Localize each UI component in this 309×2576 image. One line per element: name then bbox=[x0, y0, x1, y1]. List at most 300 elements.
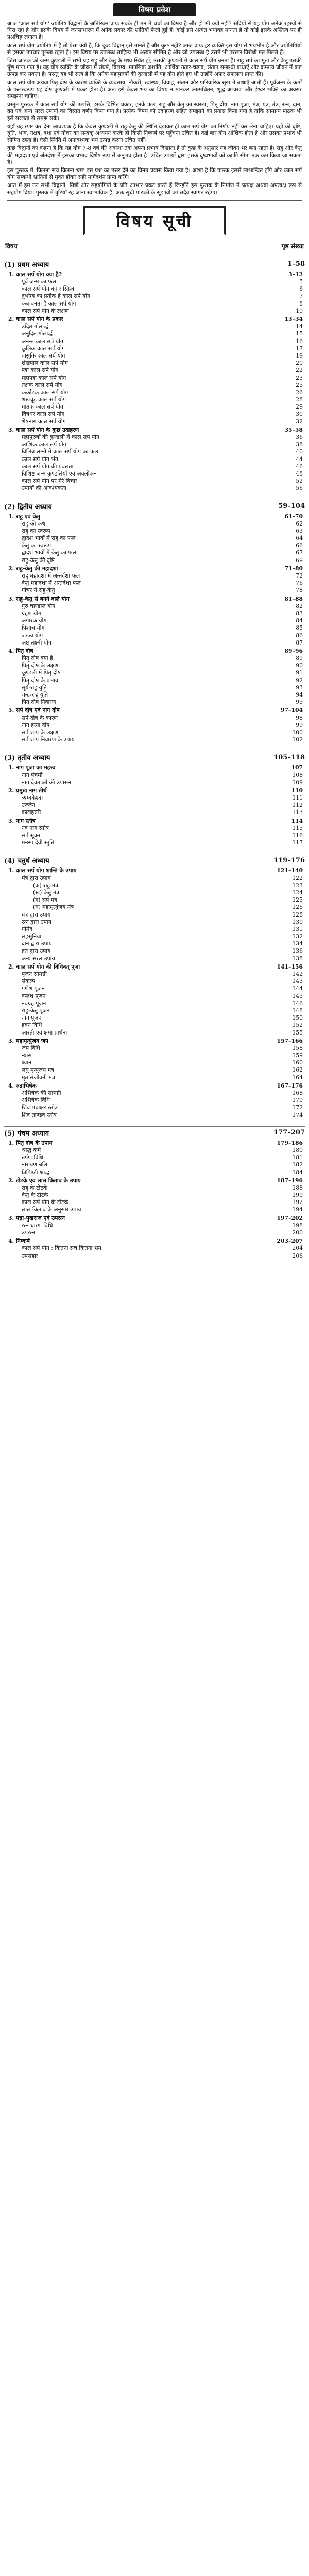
toc-entry-title: लघु मृत्युंजय मंत्र bbox=[22, 1066, 55, 1074]
toc-entry[interactable] bbox=[0, 520, 309, 528]
toc-entry[interactable] bbox=[0, 360, 309, 367]
toc-entry-title: 2. राहु-केतु की महादशा bbox=[8, 565, 58, 572]
toc-entry[interactable] bbox=[0, 624, 309, 632]
toc-entry-page: 83 bbox=[296, 609, 303, 617]
toc-entry-page: 22 bbox=[296, 367, 303, 374]
toc-entry[interactable] bbox=[0, 1147, 309, 1154]
toc-entry-title: पिशाच योग bbox=[22, 624, 45, 632]
toc-entry-title: सर्प सूक्त bbox=[22, 832, 41, 839]
toc-entry[interactable] bbox=[0, 639, 309, 647]
toc-entry[interactable] bbox=[0, 940, 309, 947]
toc-entry[interactable] bbox=[0, 1161, 309, 1168]
preface-paragraph: अन्त में हम उन सभी विद्वानों, मित्रों और सहयोगियों के प्रति आभार प्रकट करते हैं जिन्होंने इस पुस्तक के निर्माण में प्रत्यक्ष अथवा अप्रत्यक्ष रूप से सहयोग दिया। पुस्तक में त्रुटियाँ रह जाना स्वाभाविक है, अतः सुधी पाठकों के सुझावों का सदैव स्वागत रहेगा। bbox=[7, 182, 302, 196]
toc-entry-title: चन्द्र-राहु युति bbox=[22, 691, 48, 698]
toc-entry-title: उदित गोलार्द्ध bbox=[22, 323, 48, 330]
toc-entry-page: 85 bbox=[296, 624, 303, 632]
toc-entry[interactable] bbox=[0, 1000, 309, 1007]
toc-entry-page: 144 bbox=[292, 985, 303, 992]
toc-entry-title: यंत्र द्वारा उपाय bbox=[22, 911, 51, 918]
toc-entry-title: 2. प्रमुख नाग तीर्थ bbox=[8, 787, 47, 794]
toc-entry-title: श्राद्ध कर्म bbox=[22, 1146, 41, 1154]
toc-entry-title: 1. राहु एवं केतु bbox=[8, 513, 40, 520]
toc-entry-title: सर्प दोष के कारण bbox=[22, 714, 58, 721]
toc-entry-page: 25 bbox=[296, 381, 303, 388]
toc-section[interactable] bbox=[0, 1038, 309, 1045]
toc-entry[interactable] bbox=[0, 1112, 309, 1119]
toc-entry-page: 30 bbox=[296, 411, 303, 418]
toc-entry[interactable] bbox=[0, 1097, 309, 1104]
toc-entry-page: 19 bbox=[296, 352, 303, 359]
toc-entry-page: 113 bbox=[292, 809, 303, 816]
toc-entry[interactable] bbox=[0, 382, 309, 389]
toc-entry[interactable] bbox=[0, 655, 309, 662]
toc-entry[interactable] bbox=[0, 345, 309, 352]
toc-entry[interactable] bbox=[0, 330, 309, 337]
toc-entry-page: 15 bbox=[296, 330, 303, 337]
toc-entry-page: 87 bbox=[296, 639, 303, 646]
toc-entry-page: 164 bbox=[292, 1074, 303, 1081]
preface-paragraph: प्रस्तुत पुस्तक में काल सर्प योग की उत्पत्ति, इसके विभिन्न प्रकार, इनके फल, राहु और केतु का स्वरूप, पितृ दोष, नाग पूजा, मंत्र, यंत्र, तंत्र, रत्न, दान, व्रत एवं अन्य सरल उपायों का विस्तृत वर्णन किया गया है। प्रत्येक विषय को उदाहरण सहित समझाने का प्रयास किया गया है ताकि सामान्य पाठक भी इसे सरलता से समझ सकें। bbox=[7, 101, 302, 122]
toc-entry-page: 124 bbox=[292, 889, 303, 896]
chapter-title: (4) चतुर्थ अध्याय bbox=[4, 857, 49, 866]
toc-entry-title: कलश पूजन bbox=[22, 992, 46, 999]
toc-entry-page: 28 bbox=[296, 396, 303, 403]
toc-section[interactable] bbox=[0, 764, 309, 771]
toc-entry[interactable] bbox=[0, 375, 309, 382]
toc-section[interactable] bbox=[0, 707, 309, 714]
toc-entry-title: 4. रुद्राभिषेक bbox=[8, 1082, 37, 1089]
toc-entry-page: 72 bbox=[296, 572, 303, 579]
toc-entry[interactable] bbox=[0, 1252, 309, 1260]
toc-section[interactable] bbox=[0, 513, 309, 520]
toc-entry-page: 197–202 bbox=[277, 1214, 303, 1222]
chapter-pages: 119–176 bbox=[273, 856, 305, 865]
toc-entry-page: 116 bbox=[292, 832, 303, 839]
toc-entry[interactable] bbox=[0, 485, 309, 492]
toc-entry[interactable] bbox=[0, 1059, 309, 1066]
preface-paragraph: यहाँ यह स्पष्ट कर देना आवश्यक है कि केवल कुण्डली में राहु-केतु की स्थिति देखकर ही काल सर्प योग का निर्णय नहीं कर लेना चाहिए। ग्रहों की दृष्टि, युति, भाव, नक्षत्र, दशा एवं गोचर का सम्यक् अध्ययन करके ही किसी निष्कर्ष पर पहुँचना उचित है। कई बार योग आंशिक होता है और उसका प्रभाव भी सीमित रहता है। ऐसी स्थिति में अनावश्यक भय उत्पन्न करना उचित नहीं। bbox=[7, 123, 302, 144]
toc-column-headers bbox=[0, 242, 309, 250]
toc-entry[interactable] bbox=[0, 779, 309, 786]
toc-entry-title: (ख) केतु मंत्र bbox=[33, 889, 59, 896]
toc-entry-page: 162 bbox=[292, 1066, 303, 1074]
toc-entry-page: 44 bbox=[296, 455, 303, 463]
toc-entry-page: 69 bbox=[296, 556, 303, 564]
toc-entry-title: 1. काल सर्प योग क्या है? bbox=[8, 270, 62, 278]
preface-title: विषय प्रवेश bbox=[113, 3, 196, 16]
toc-entry[interactable] bbox=[0, 557, 309, 564]
toc-entry-page: 158 bbox=[292, 1044, 303, 1052]
toc-entry-title: पितृ दोष के लक्षण bbox=[22, 662, 59, 669]
toc-entry[interactable] bbox=[0, 662, 309, 669]
toc-entry-title: द्वादश भावों में राहु का फल bbox=[22, 535, 76, 542]
toc-section[interactable] bbox=[0, 963, 309, 971]
toc-entry-page: 117 bbox=[292, 839, 303, 846]
chapter-pages: 59–104 bbox=[278, 502, 305, 510]
toc-entry-page: 110 bbox=[291, 787, 303, 794]
toc-entry-title: काल सर्प योग का अस्तित्व bbox=[22, 285, 75, 293]
toc-entry-title: तक्षक काल सर्प योग bbox=[22, 381, 63, 388]
toc-entry-title: काल सर्प योग : कितना सच कितना भ्रम bbox=[22, 1245, 101, 1252]
toc-entry-page: 20 bbox=[296, 360, 303, 367]
toc-entry-page: 56 bbox=[296, 485, 303, 492]
toc-entry[interactable] bbox=[0, 1007, 309, 1014]
toc-section[interactable] bbox=[0, 1140, 309, 1147]
toc-entry[interactable] bbox=[0, 889, 309, 896]
chapter-heading[interactable] bbox=[4, 854, 305, 865]
toc-entry[interactable] bbox=[0, 478, 309, 485]
toc-entry-title: सूर्य-राहु युति bbox=[22, 684, 47, 691]
toc-entry-page: 16 bbox=[296, 337, 303, 345]
toc-entry-page: 203–207 bbox=[277, 1238, 303, 1245]
toc-entry[interactable] bbox=[0, 985, 309, 992]
toc-section[interactable] bbox=[0, 818, 309, 825]
toc-entry[interactable] bbox=[0, 1029, 309, 1037]
toc-entry-title: गणेश पूजन bbox=[22, 985, 45, 992]
toc-entry-page: 182 bbox=[292, 1161, 303, 1168]
toc-entry-title: घातक काल सर्प योग bbox=[22, 403, 63, 411]
toc-section[interactable] bbox=[0, 596, 309, 603]
toc-entry[interactable] bbox=[0, 293, 309, 300]
toc-entry-title: पद्म काल सर्प योग bbox=[22, 367, 59, 374]
toc-entry-title: सर्प शाप निवारण के उपाय bbox=[22, 736, 75, 743]
toc-entry-page: 190 bbox=[292, 1192, 303, 1199]
toc-entry-title: शिव ताण्डव स्तोत्र bbox=[22, 1111, 57, 1118]
toc-entry-page: 108 bbox=[292, 771, 303, 778]
toc-entry-page: 194 bbox=[292, 1206, 303, 1213]
toc-entry-title: राहु महादशा में अन्तर्दशा फल bbox=[22, 572, 80, 579]
toc-entry-page: 7 bbox=[299, 293, 303, 300]
toc-entry[interactable] bbox=[0, 802, 309, 809]
toc-entry-title: अन्य सरल उपाय bbox=[22, 955, 55, 962]
toc-entry-title: पितृ दोष क्या है bbox=[22, 655, 53, 662]
toc-entry[interactable] bbox=[0, 911, 309, 919]
toc-entry[interactable] bbox=[0, 338, 309, 345]
toc-entry[interactable] bbox=[0, 993, 309, 1000]
toc-entry-page: 192 bbox=[292, 1199, 303, 1206]
toc-entry[interactable] bbox=[0, 1206, 309, 1213]
toc-entry[interactable] bbox=[0, 1045, 309, 1052]
toc-entry[interactable] bbox=[0, 300, 309, 308]
toc-entry[interactable] bbox=[0, 971, 309, 978]
toc-entry[interactable] bbox=[0, 603, 309, 610]
toc-entry[interactable] bbox=[0, 617, 309, 624]
toc-entry-page: 131 bbox=[292, 925, 303, 933]
toc-entry[interactable] bbox=[0, 691, 309, 699]
toc-entry[interactable] bbox=[0, 1169, 309, 1176]
chapter-heading[interactable] bbox=[4, 1126, 305, 1138]
toc-entry-title: न्यास bbox=[22, 1052, 32, 1059]
toc-entry-page: 206 bbox=[292, 1252, 303, 1259]
toc-entry[interactable] bbox=[0, 1199, 309, 1206]
toc-entry-title: राहु का स्वरूप bbox=[22, 527, 50, 534]
toc-entry-page: 160 bbox=[292, 1059, 303, 1066]
preface-body bbox=[0, 21, 309, 196]
toc-entry-page: 93 bbox=[296, 684, 303, 691]
toc-entry[interactable] bbox=[0, 323, 309, 330]
toc-entry[interactable] bbox=[0, 396, 309, 403]
toc-entry-page: 115 bbox=[292, 824, 303, 832]
toc-entry[interactable] bbox=[0, 729, 309, 736]
toc-entry-title: विशिष्ट जन्म कुण्डलियाँ एवं अवलोकन bbox=[22, 470, 97, 477]
toc-entry[interactable] bbox=[0, 308, 309, 315]
toc-section[interactable] bbox=[0, 1215, 309, 1222]
toc-entry[interactable] bbox=[0, 875, 309, 882]
toc-section[interactable] bbox=[0, 867, 309, 874]
toc-entry-page: 40 bbox=[296, 448, 303, 455]
chapter-heading[interactable] bbox=[4, 751, 305, 762]
toc-entry-title: नाग पंचमी bbox=[22, 771, 43, 778]
toc-entry-title: तर्पण विधि bbox=[22, 1154, 43, 1161]
toc-entry[interactable] bbox=[0, 896, 309, 904]
toc-entry[interactable] bbox=[0, 418, 309, 426]
toc-section[interactable] bbox=[0, 316, 309, 323]
toc-entry[interactable] bbox=[0, 434, 309, 441]
toc-entry-page: 168 bbox=[292, 1090, 303, 1096]
toc-entry[interactable] bbox=[0, 587, 309, 594]
toc-entry[interactable] bbox=[0, 463, 309, 470]
toc-entry-page: 26 bbox=[296, 388, 303, 396]
toc-entry-page: 64 bbox=[296, 535, 303, 542]
toc-entry-page: 90 bbox=[296, 662, 303, 669]
toc-entry-page: 112 bbox=[292, 802, 303, 809]
chapter-heading[interactable] bbox=[4, 258, 305, 269]
toc-entry[interactable] bbox=[0, 441, 309, 448]
toc-entry[interactable] bbox=[0, 955, 309, 962]
toc-entry[interactable] bbox=[0, 839, 309, 846]
toc-entry-title: वासुकि काल सर्प योग bbox=[22, 352, 65, 359]
toc-entry-title: त्रिपिण्डी श्राद्ध bbox=[22, 1168, 49, 1176]
chapter-title: (2) द्वितीय अध्याय bbox=[4, 503, 52, 511]
toc-entry[interactable] bbox=[0, 736, 309, 743]
toc-entry-title: शिव पंचाक्षर स्तोत्र bbox=[22, 1104, 58, 1111]
toc-entry[interactable] bbox=[0, 722, 309, 729]
toc-entry[interactable] bbox=[0, 528, 309, 535]
toc-entry[interactable] bbox=[0, 1154, 309, 1161]
toc-entry-page: 5 bbox=[299, 278, 303, 285]
toc-entry-title: गोचर में राहु-केतु bbox=[22, 587, 55, 594]
preface-paragraph: जिस जातक की जन्म कुण्डली में सभी ग्रह राहु और केतु के मध्य स्थित हों, उसकी कुण्डली में काल सर्प योग बनता है। राहु सर्प का मुख और केतु उसकी पूँछ माना गया है। यह योग व्यक्ति के जीवन में संघर्ष, विलम्ब, मानसिक अशांति, आर्थिक उतार-चढ़ाव, संतान सम्बन्धी बाधाएँ और दाम्पत्य जीवन में कष्ट उत्पन्न कर सकता है। परन्तु यह भी सत्य है कि अनेक महापुरुषों की कुण्डली में यह योग होते हुए भी उन्होंने अपार सफलता प्राप्त की। bbox=[7, 58, 302, 78]
toc-entry[interactable] bbox=[0, 677, 309, 684]
toc-entry-title: पितृ दोष के प्रभाव bbox=[22, 676, 58, 684]
toc-entry-page: 61–70 bbox=[284, 513, 303, 520]
toc-entry[interactable] bbox=[0, 580, 309, 587]
toc-entry-title: 4. निष्कर्ष bbox=[8, 1238, 30, 1245]
toc-entry[interactable] bbox=[0, 1222, 309, 1229]
toc-entry-title: 2. काल सर्प योग के प्रकार bbox=[8, 316, 63, 323]
chapter-title: (1) प्रथम अध्याय bbox=[4, 261, 49, 269]
toc-entry-title: 4. पितृ दोष bbox=[8, 647, 33, 654]
toc-entry-page: 38 bbox=[296, 441, 303, 448]
toc-entry-page: 107 bbox=[291, 764, 303, 771]
toc-entry-title: लाल किताब के अनुसार उपाय bbox=[22, 1206, 81, 1213]
toc-entry[interactable] bbox=[0, 825, 309, 832]
toc-entry[interactable] bbox=[0, 610, 309, 617]
toc-entry[interactable] bbox=[0, 1104, 309, 1111]
toc-entry-title: हवन विधि bbox=[22, 1022, 42, 1029]
toc-entry[interactable] bbox=[0, 278, 309, 285]
toc-entry-page: 125 bbox=[292, 896, 303, 904]
toc-entry[interactable] bbox=[0, 572, 309, 580]
toc-entry-page: 95 bbox=[296, 699, 303, 706]
toc-section[interactable] bbox=[0, 565, 309, 572]
toc-entry[interactable] bbox=[0, 535, 309, 542]
toc-entry-page: 91 bbox=[296, 669, 303, 676]
toc-entry[interactable] bbox=[0, 919, 309, 926]
toc-entry[interactable] bbox=[0, 448, 309, 455]
toc-entry-page: 128 bbox=[292, 911, 303, 918]
toc-entry-page: 66 bbox=[296, 542, 303, 549]
toc-entry-title: रत्न धारण विधि bbox=[22, 1222, 53, 1229]
toc-entry-page: 10 bbox=[296, 307, 303, 314]
toc-list bbox=[0, 258, 309, 1260]
toc-entry-page: 46 bbox=[296, 463, 303, 470]
toc-entry-page: 157–166 bbox=[277, 1037, 303, 1044]
toc-entry-title: संकल्प bbox=[22, 978, 36, 985]
chapter-pages: 105–118 bbox=[273, 753, 305, 761]
toc-entry-page: 200 bbox=[292, 1229, 303, 1236]
toc-entry-page: 63 bbox=[296, 527, 303, 534]
toc-entry-title: लहसुनिया bbox=[22, 933, 42, 940]
toc-entry-page: 97–104 bbox=[281, 707, 303, 714]
toc-entry[interactable] bbox=[0, 1066, 309, 1074]
toc-entry-page: 23 bbox=[296, 374, 303, 381]
toc-entry-title: 5. सर्प दोष एवं नाग दोष bbox=[8, 707, 60, 714]
toc-entry-page: 179–186 bbox=[277, 1139, 303, 1146]
toc-entry-page: 184 bbox=[292, 1168, 303, 1176]
toc-entry[interactable] bbox=[0, 832, 309, 839]
toc-entry-title: अनन्त काल सर्प योग bbox=[22, 337, 63, 345]
toc-entry[interactable] bbox=[0, 1022, 309, 1029]
toc-entry-page: 187–196 bbox=[277, 1177, 303, 1184]
toc-entry[interactable] bbox=[0, 632, 309, 639]
toc-section[interactable] bbox=[0, 427, 309, 434]
toc-entry-page: 132 bbox=[292, 933, 303, 940]
toc-entry-title: मृत संजीवनी मंत्र bbox=[22, 1074, 55, 1081]
toc-entry[interactable] bbox=[0, 1192, 309, 1199]
toc-entry-page: 143 bbox=[292, 978, 303, 985]
toc-entry-page: 167–176 bbox=[277, 1082, 303, 1089]
toc-entry[interactable] bbox=[0, 389, 309, 396]
toc-entry-page: 6 bbox=[299, 285, 303, 293]
toc-entry-title: राहु-केतु पूजन bbox=[22, 1007, 50, 1014]
toc-entry-title: ग्रहण योग bbox=[22, 609, 42, 617]
toc-entry[interactable] bbox=[0, 947, 309, 955]
toc-entry-page: 35–58 bbox=[284, 426, 303, 433]
toc-entry-title: अभिषेक विधि bbox=[22, 1097, 50, 1104]
toc-entry-page: 14 bbox=[296, 323, 303, 330]
toc-entry[interactable] bbox=[0, 1014, 309, 1022]
toc-entry-page: 48 bbox=[296, 470, 303, 477]
toc-entry[interactable] bbox=[0, 1229, 309, 1236]
toc-entry-page: 52 bbox=[296, 478, 303, 485]
toc-entry[interactable] bbox=[0, 1245, 309, 1252]
toc-entry-page: 114 bbox=[291, 817, 303, 824]
toc-entry-title: शंखचूड़ काल सर्प योग bbox=[22, 396, 66, 403]
toc-section[interactable] bbox=[0, 1238, 309, 1245]
toc-section[interactable] bbox=[0, 271, 309, 278]
toc-entry[interactable] bbox=[0, 403, 309, 411]
toc-section[interactable] bbox=[0, 648, 309, 655]
toc-entry-title: आंशिक काल सर्प योग bbox=[22, 441, 66, 448]
toc-entry-title: विभिन्न लग्नों में काल सर्प योग का फल bbox=[22, 448, 98, 455]
toc-entry-title: उज्जैन bbox=[22, 802, 36, 809]
toc-entry[interactable] bbox=[0, 684, 309, 691]
toc-entry-page: 29 bbox=[296, 403, 303, 411]
preface-paragraph: कुछ विद्वानों का कहना है कि यह योग 7-8 वर्ष की अवस्था तक अपना प्रभाव दिखाता है तो कुछ के अनुसार यह जीवन भर बना रहता है। राहु और केतु की महादशा एवं अंतर्दशा में इसका प्रभाव विशेष रूप से अनुभव होता है। उचित उपायों द्वारा इसके दुष्प्रभावों को काफी सीमा तक कम किया जा सकता है। bbox=[7, 145, 302, 165]
toc-entry-page: 146 bbox=[292, 999, 303, 1007]
toc-entry[interactable] bbox=[0, 904, 309, 911]
toc-entry-page: 188 bbox=[292, 1184, 303, 1191]
toc-entry-title: 3. राहु-केतु से बनने वाले योग bbox=[8, 595, 70, 602]
column-subject: विषय bbox=[5, 242, 18, 250]
toc-entry[interactable] bbox=[0, 352, 309, 360]
toc-entry-title: द्वादश भावों में केतु का फल bbox=[22, 549, 77, 556]
toc-entry-title: (घ) महामृत्युंजय मंत्र bbox=[33, 904, 74, 911]
toc-entry[interactable] bbox=[0, 456, 309, 463]
toc-entry-title: अभिषेक की सामग्री bbox=[22, 1090, 61, 1096]
toc-entry[interactable] bbox=[0, 699, 309, 706]
toc-entry-title: नव नाग स्तोत्र bbox=[22, 824, 49, 832]
toc-entry[interactable] bbox=[0, 882, 309, 889]
preface-paragraph: काल सर्प योग अथवा पितृ दोष के कारण व्यक्ति के व्यवसाय, नौकरी, स्वास्थ्य, विवाह, संतान और पारिवारिक सुख में बाधाएँ आती हैं। पूर्वजन्म के कर्मों के फलस्वरूप यह दोष कुण्डली में प्रकट होता है। अतः इसे केवल भय का विषय न मानकर आत्मचिंतन, शुद्ध आचरण और ईश्वर भक्ति का अवसर समझना चाहिए। bbox=[7, 79, 302, 100]
toc-entry[interactable] bbox=[0, 1074, 309, 1081]
toc-entry[interactable] bbox=[0, 411, 309, 418]
toc-entry-title: कुण्डली में पितृ दोष bbox=[22, 669, 61, 676]
toc-entry[interactable] bbox=[0, 1090, 309, 1097]
toc-entry-title: महापद्म काल सर्प योग bbox=[22, 374, 66, 381]
toc-entry-title: पितृ दोष निवारण bbox=[22, 699, 56, 706]
toc-entry-page: 130 bbox=[292, 918, 303, 925]
toc-entry-title: 1. काल सर्प योग शान्ति के उपाय bbox=[8, 867, 77, 874]
toc-section[interactable] bbox=[0, 787, 309, 794]
toc-entry-title: कुलिक काल सर्प योग bbox=[22, 345, 65, 352]
toc-entry[interactable] bbox=[0, 794, 309, 802]
chapter-heading[interactable] bbox=[4, 500, 305, 511]
toc-entry[interactable] bbox=[0, 367, 309, 374]
toc-entry-page: 102 bbox=[292, 736, 303, 743]
toc-entry-page: 67 bbox=[296, 549, 303, 556]
toc-entry[interactable] bbox=[0, 772, 309, 779]
toc-entry[interactable] bbox=[0, 933, 309, 940]
toc-entry[interactable] bbox=[0, 669, 309, 676]
toc-entry-title: 3. महामृत्युंजय जप bbox=[8, 1037, 49, 1044]
toc-entry[interactable] bbox=[0, 1184, 309, 1192]
toc-entry-title: केतु का स्वरूप bbox=[22, 542, 52, 549]
toc-entry-title: 1. पितृ दोष के उपाय bbox=[8, 1139, 53, 1146]
toc-entry-page: 180 bbox=[292, 1146, 303, 1154]
toc-entry-title: काल सर्प योग पर मेरे विचार bbox=[22, 478, 78, 485]
toc-entry[interactable] bbox=[0, 809, 309, 816]
toc-section[interactable] bbox=[0, 1177, 309, 1184]
toc-entry-page: 172 bbox=[292, 1104, 303, 1111]
toc-section[interactable] bbox=[0, 1082, 309, 1090]
toc-entry-page: 78 bbox=[296, 587, 303, 594]
toc-entry[interactable] bbox=[0, 926, 309, 933]
toc-entry[interactable] bbox=[0, 715, 309, 722]
toc-entry[interactable] bbox=[0, 1052, 309, 1059]
toc-entry-title: सर्प शाप के लक्षण bbox=[22, 728, 59, 736]
toc-entry-title: नवग्रह पूजन bbox=[22, 999, 46, 1007]
toc-entry[interactable] bbox=[0, 285, 309, 293]
toc-entry-title: मंत्र द्वारा उपाय bbox=[22, 874, 51, 882]
toc-entry[interactable] bbox=[0, 549, 309, 556]
toc-entry[interactable] bbox=[0, 542, 309, 549]
toc-entry-page: 76 bbox=[296, 580, 303, 587]
toc-entry[interactable] bbox=[0, 978, 309, 985]
toc-entry-title: केतु के टोटके bbox=[22, 1192, 48, 1199]
toc-entry[interactable] bbox=[0, 470, 309, 478]
